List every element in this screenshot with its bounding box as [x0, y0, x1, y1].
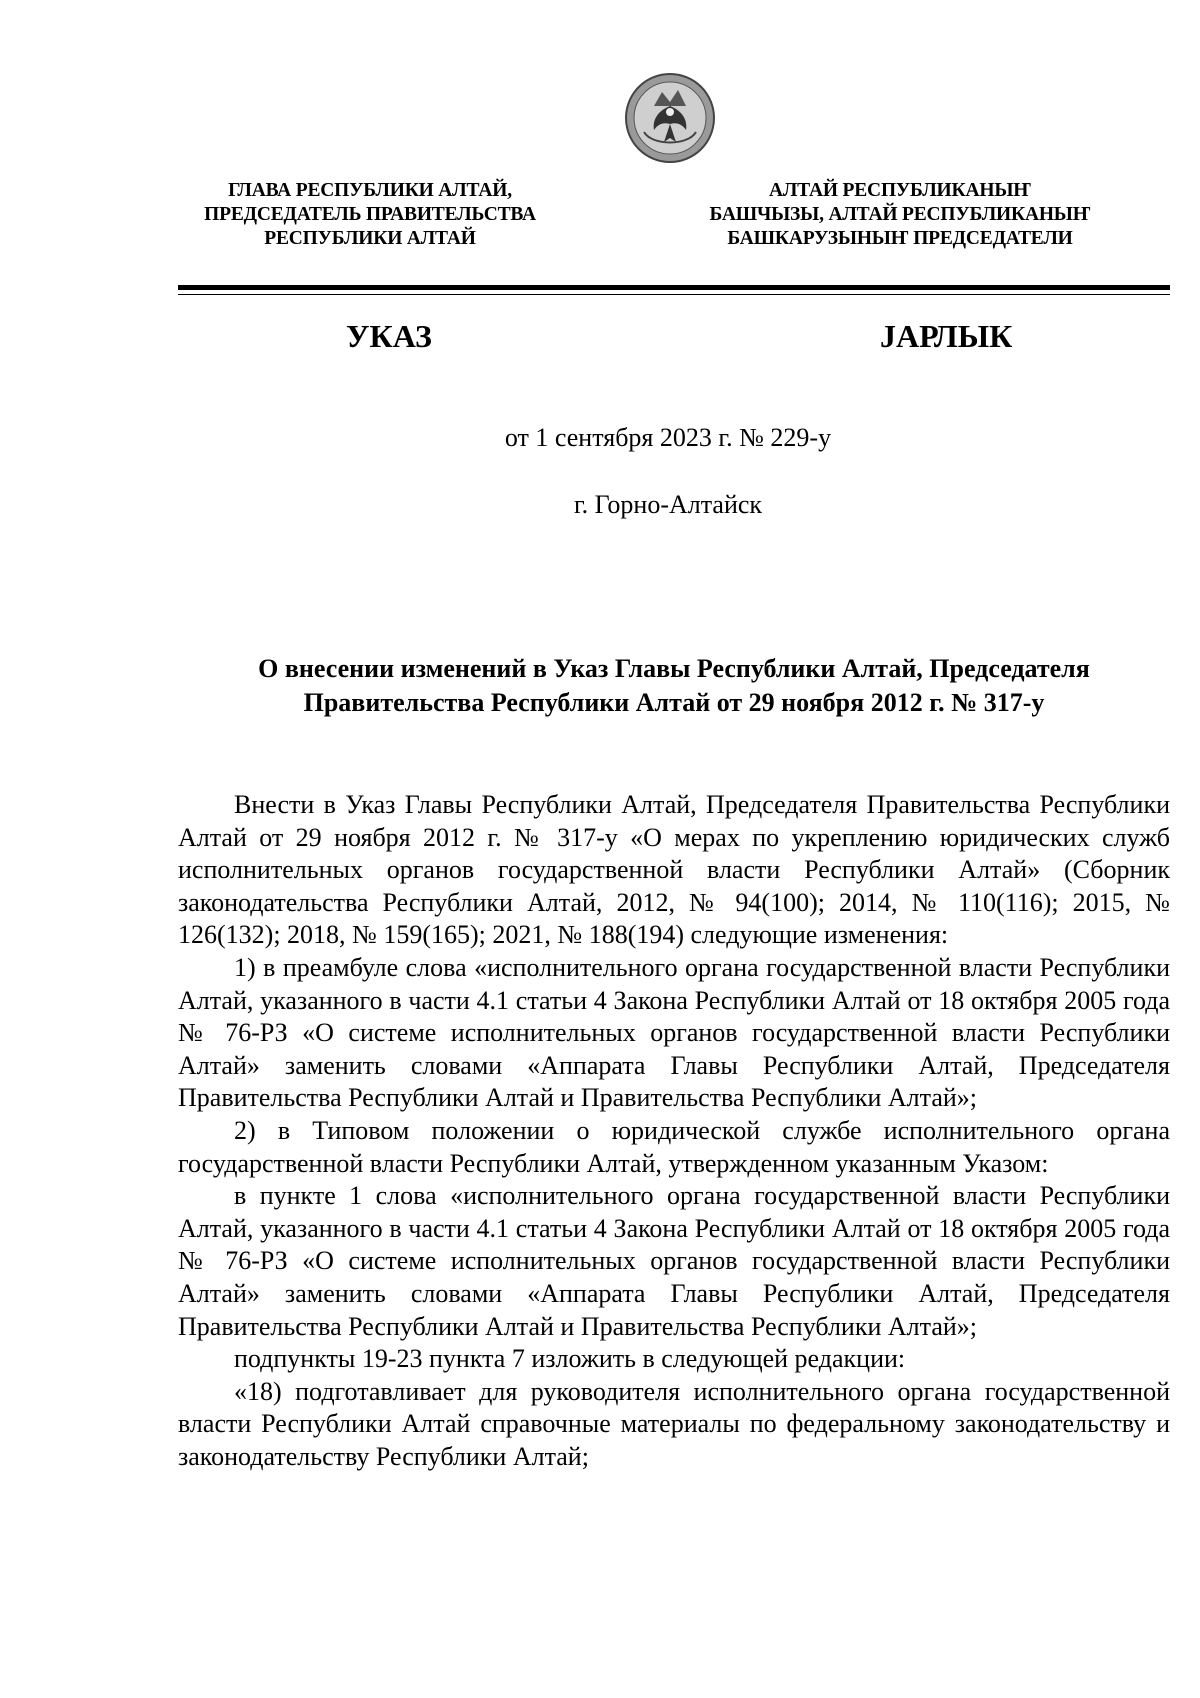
document-date-number: от 1 сентября 2023 г. № 229-у [504, 423, 832, 452]
body-paragraph: 1) в преамбуле слова «исполнительного органа государственной власти Республики Алтай, указанного в части 4.1 статьи 4 Закона Республики Алтай от 18 октября 2005 года № 76-РЗ «О системе исполнительных органов государственной власти Республики Алтай» заменить словами «Аппарата Главы Республики Алтай, Председателя Правительства Республики Алтай и Правительства Республики Алтай»; [178, 952, 1170, 1113]
document-title-line: Правительства Республики Алтай от 29 ноября 2012 г. № 317-у [303, 688, 1045, 717]
header-divider-thin [178, 294, 1170, 295]
header-left-line: ГЛАВА РЕСПУБЛИКИ АЛТАЙ, [228, 180, 512, 201]
header-right [690, 179, 1110, 251]
header-right-line: АЛТАЙ РЕСПУБЛИКАНЫҤ [768, 180, 1032, 201]
header-left-line: ПРЕДСЕДАТЕЛЬ ПРАВИТЕЛЬСТВА [204, 204, 536, 225]
header-left [160, 179, 580, 251]
header-right-line: БАШЧЫЗЫ, АЛТАЙ РЕСПУБЛИКАНЫҤ [709, 204, 1091, 225]
coat-of-arms-icon [624, 72, 716, 164]
header-left-line: РЕСПУБЛИКИ АЛТАЙ [264, 228, 476, 249]
body-paragraph: в пункте 1 слова «исполнительного органа государственной власти Республики Алтай, указанного в части 4.1 статьи 4 Закона Республики Алтай от 18 октября 2005 года № 76-РЗ «О системе исполнительных органов государственной власти Республики Алтай» заменить словами «Аппарата Главы Республики Алтай, Председателя Правительства Республики Алтай и Правительства Республики Алтай»; [178, 1181, 1170, 1341]
body-paragraph: «18) подготавливает для руководителя исполнительного органа государственной власти Республики Алтай справочные материалы по федеральному законодательству и законодательству Республики Алтай; [178, 1376, 1170, 1471]
body-paragraph: подпункты 19-23 пункта 7 изложить в следующей редакции: [234, 1344, 906, 1374]
document-body [178, 789, 1170, 1473]
body-paragraph: 2) в Типовом положении о юридической службе исполнительного органа государственной власти Республики Алтай, утвержденном указанным Указом: [178, 1115, 1170, 1178]
header-divider-thick [178, 285, 1170, 290]
document-title-line: О внесении изменений в Указ Главы Республики Алтай, Председателя [258, 654, 1090, 683]
body-paragraph: Внести в Указ Главы Республики Алтай, Председателя Правительства Республики Алтай от 29 ноября 2012 г. № 317-у «О мерах по укреплению юридических служб исполнительных органов государственной власти Республики Алтай» (Сборник законодательства Республики Алтай, 2012, № 94(100); 2014, № 110(116); 2015, № 126(132); 2018, № 159(165); 2021, № 188(194) следующие изменения: [178, 790, 1170, 950]
doc-type-alt: JАРЛЫК [880, 318, 1013, 354]
document-title [178, 652, 1170, 720]
document-city: г. Горно-Алтайск [573, 490, 763, 519]
doc-type-ru: УКАЗ [346, 318, 432, 354]
header-right-line: БАШКАРУЗЫНЫҤ ПРЕДСЕДАТЕЛИ [727, 228, 1073, 249]
